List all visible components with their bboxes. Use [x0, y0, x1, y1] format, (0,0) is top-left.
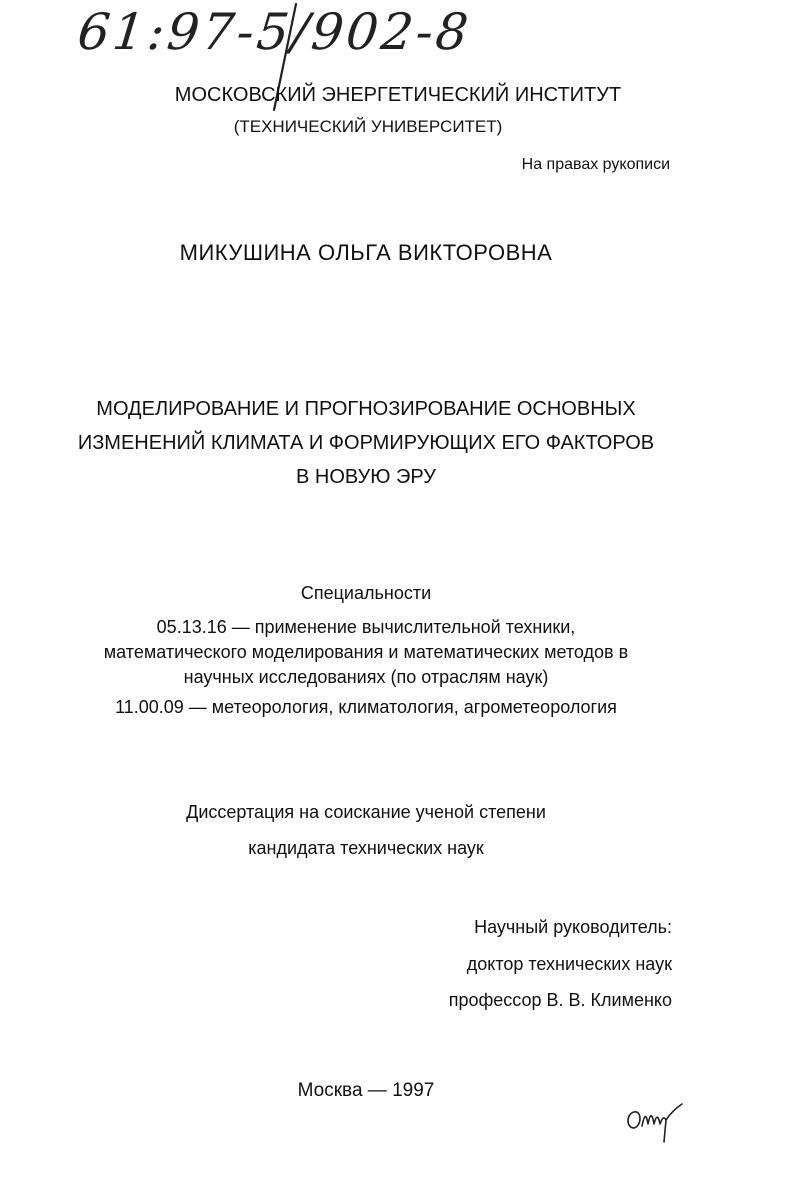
city-year: Москва — 1997	[297, 1080, 435, 1101]
manuscript-rights-note: На правах рукописи	[521, 156, 670, 173]
dissertation-degree-line-2: кандидата технических наук	[248, 838, 484, 858]
specialty-1-line-3: научных исследованиях (по отраслям наук)	[183, 667, 549, 687]
supervisor-name: профессор В. В. Клименко	[448, 990, 672, 1010]
specialty-1-line-2: математического моделирования и математических методов в	[103, 642, 629, 662]
dissertation-title	[0, 392, 732, 494]
institute-name: МОСКОВСКИЙ ЭНЕРГЕТИЧЕСКИЙ ИНСТИТУТ	[174, 84, 622, 106]
handwritten-catalog-number: 61:97-5/902-8	[74, 3, 474, 61]
dissertation-degree-line-1: Диссертация на соискание ученой степени	[186, 802, 546, 822]
supervisor-degree: доктор технических наук	[466, 954, 672, 974]
title-line-3: В НОВУЮ ЭРУ	[295, 466, 437, 488]
specialty-2: 11.00.09 — метеорология, климатология, агрометеорология	[115, 697, 617, 717]
specialty-1	[0, 615, 732, 690]
title-line-1: МОДЕЛИРОВАНИЕ И ПРОГНОЗИРОВАНИЕ ОСНОВНЫХ	[96, 398, 636, 420]
title-line-2: ИЗМЕНЕНИЙ КЛИМАТА И ФОРМИРУЮЩИХ ЕГО ФАКТОРОВ	[77, 432, 655, 454]
specialties-heading: Специальности	[300, 583, 432, 603]
handwritten-signature	[620, 1098, 690, 1148]
university-subtitle: (ТЕХНИЧЕСКИЙ УНИВЕРСИТЕТ)	[233, 117, 503, 136]
specialty-1-line-1: 05.13.16 — применение вычислительной техники,	[156, 617, 576, 637]
author-name: МИКУШИНА ОЛЬГА ВИКТОРОВНА	[179, 240, 553, 265]
supervisor-label: Научный руководитель:	[474, 917, 672, 937]
